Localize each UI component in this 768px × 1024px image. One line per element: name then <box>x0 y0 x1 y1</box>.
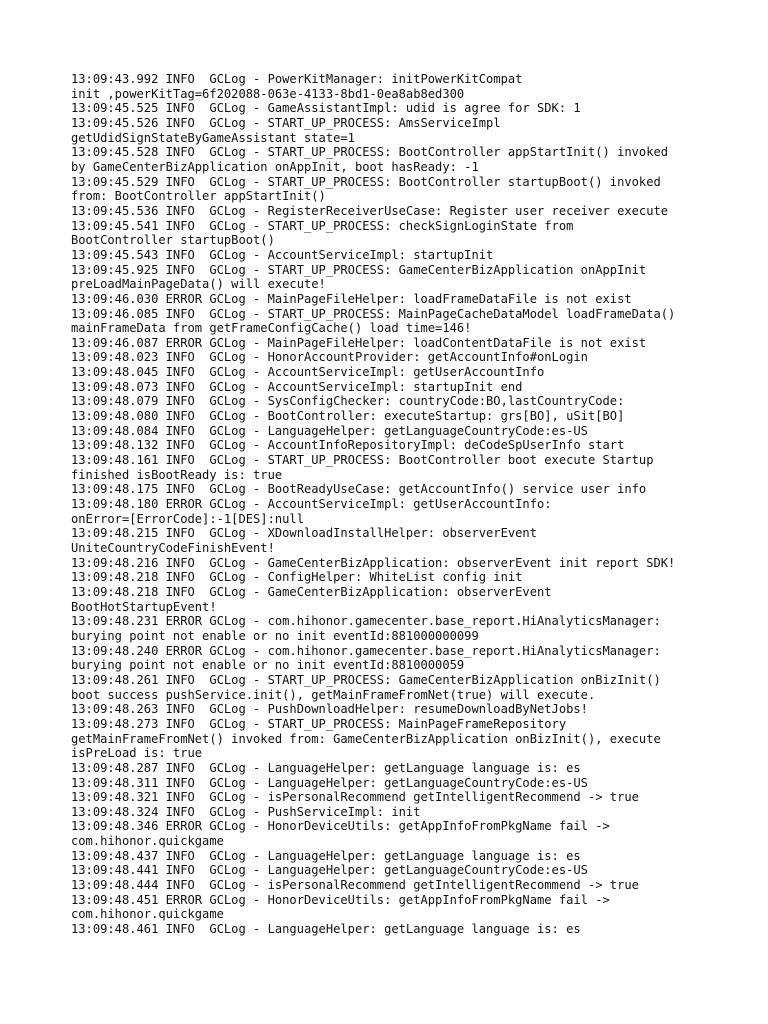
log-line: 13:09:48.346 ERROR GCLog - HonorDeviceUtils: getAppInfoFromPkgName fail -> <box>71 819 610 834</box>
log-line: 13:09:48.161 INFO GCLog - START_UP_PROCESS: BootController boot execute Startup <box>71 453 654 468</box>
log-line: getUdidSignStateByGameAssistant state=1 <box>71 130 355 145</box>
log-line: 13:09:48.218 INFO GCLog - GameCenterBizApplication: observerEvent <box>71 584 552 599</box>
log-line: 13:09:48.023 INFO GCLog - HonorAccountProvider: getAccountInfo#onLogin <box>71 350 588 365</box>
log-line: getMainFrameFromNet() invoked from: GameCenterBizApplication onBizInit(), execute <box>71 731 661 746</box>
log-line: from: BootController appStartInit() <box>71 189 326 204</box>
log-line: 13:09:48.273 INFO GCLog - START_UP_PROCESS: MainPageFrameRepository <box>71 716 567 731</box>
log-text-block <box>71 72 711 937</box>
log-line: finished isBootReady is: true <box>71 467 283 482</box>
log-line: 13:09:48.175 INFO GCLog - BootReadyUseCase: getAccountInfo() service user info <box>71 482 647 497</box>
log-line: 13:09:48.073 INFO GCLog - AccountServiceImpl: startupInit end <box>71 379 523 394</box>
log-line: BootController startupBoot() <box>71 233 275 248</box>
log-line: 13:09:48.441 INFO GCLog - LanguageHelper: getLanguageCountryCode:es-US <box>71 863 588 878</box>
log-line: by GameCenterBizApplication onAppInit, boot hasReady: -1 <box>71 159 479 174</box>
log-line: 13:09:48.437 INFO GCLog - LanguageHelper: getLanguage language is: es <box>71 848 581 863</box>
log-line: 13:09:48.084 INFO GCLog - LanguageHelper: getLanguageCountryCode:es-US <box>71 423 588 438</box>
log-line: com.hihonor.quickgame <box>71 907 224 922</box>
log-line: 13:09:48.218 INFO GCLog - ConfigHelper: WhiteList config init <box>71 570 523 585</box>
log-line: 13:09:48.079 INFO GCLog - SysConfigChecker: countryCode:BO,lastCountryCode: <box>71 394 625 409</box>
log-line: 13:09:48.231 ERROR GCLog - com.hihonor.gamecenter.base_report.HiAnalyticsManager: <box>71 614 661 629</box>
log-line: 13:09:48.215 INFO GCLog - XDownloadInstallHelper: observerEvent <box>71 526 537 541</box>
log-line: 13:09:45.536 INFO GCLog - RegisterReceiverUseCase: Register user receiver execute <box>71 203 669 218</box>
log-line: 13:09:46.085 INFO GCLog - START_UP_PROCESS: MainPageCacheDataModel loadFrameData() <box>71 306 676 321</box>
log-line: 13:09:45.526 INFO GCLog - START_UP_PROCESS: AmsServiceImpl <box>71 115 501 130</box>
log-line: 13:09:45.525 INFO GCLog - GameAssistantImpl: udid is agree for SDK: 1 <box>71 101 581 116</box>
log-line: 13:09:43.992 INFO GCLog - PowerKitManager: initPowerKitCompat <box>71 72 523 86</box>
log-line: 13:09:48.321 INFO GCLog - isPersonalRecommend getIntelligentRecommend -> true <box>71 790 639 805</box>
log-line: 13:09:48.451 ERROR GCLog - HonorDeviceUtils: getAppInfoFromPkgName fail -> <box>71 892 610 907</box>
log-line: 13:09:48.461 INFO GCLog - LanguageHelper: getLanguage language is: es <box>71 922 581 937</box>
log-line: 13:09:48.444 INFO GCLog - isPersonalRecommend getIntelligentRecommend -> true <box>71 878 639 893</box>
log-line: UniteCountryCodeFinishEvent! <box>71 541 275 555</box>
log-line: 13:09:45.543 INFO GCLog - AccountServiceImpl: startupInit <box>71 247 494 262</box>
log-line: 13:09:48.261 INFO GCLog - START_UP_PROCESS: GameCenterBizApplication onBizInit() <box>71 672 661 687</box>
log-line: 13:09:46.030 ERROR GCLog - MainPageFileHelper: loadFrameDataFile is not exist <box>71 291 632 306</box>
log-line: 13:09:48.311 INFO GCLog - LanguageHelper: getLanguageCountryCode:es-US <box>71 775 588 790</box>
log-line: isPreLoad is: true <box>71 746 203 761</box>
log-line: 13:09:45.529 INFO GCLog - START_UP_PROCESS: BootController startupBoot() invoked <box>71 174 661 189</box>
log-line: burying point not enable or no init eventId:881000000099 <box>71 628 479 643</box>
log-line: mainFrameData from getFrameConfigCache() load time=146! <box>71 321 472 336</box>
log-line: 13:09:48.240 ERROR GCLog - com.hihonor.gamecenter.base_report.HiAnalyticsManager: <box>71 643 661 658</box>
log-line: BootHotStartupEvent! <box>71 599 217 614</box>
log-line: 13:09:48.132 INFO GCLog - AccountInfoRepositoryImpl: deCodeSpUserInfo start <box>71 438 625 453</box>
log-line: 13:09:48.080 INFO GCLog - BootController: executeStartup: grs[BO], uSit[BO] <box>71 409 625 424</box>
log-line: burying point not enable or no init eventId:8810000059 <box>71 658 465 673</box>
log-line: 13:09:48.324 INFO GCLog - PushServiceImpl: init <box>71 804 421 819</box>
log-line: 13:09:45.528 INFO GCLog - START_UP_PROCESS: BootController appStartInit() invoked <box>71 145 669 160</box>
log-line: init ,powerKitTag=6f202088-063e-4133-8bd1-0ea8ab8ed300 <box>71 86 465 101</box>
log-line: com.hihonor.quickgame <box>71 834 224 849</box>
log-line: 13:09:45.925 INFO GCLog - START_UP_PROCESS: GameCenterBizApplication onAppInit <box>71 262 647 277</box>
log-line: preLoadMainPageData() will execute! <box>71 277 326 292</box>
log-line: 13:09:48.263 INFO GCLog - PushDownloadHelper: resumeDownloadByNetJobs! <box>71 702 588 717</box>
log-line: 13:09:48.180 ERROR GCLog - AccountServiceImpl: getUserAccountInfo: <box>71 497 552 512</box>
log-line: 13:09:48.287 INFO GCLog - LanguageHelper: getLanguage language is: es <box>71 760 581 775</box>
log-line: 13:09:46.087 ERROR GCLog - MainPageFileHelper: loadContentDataFile is not exist <box>71 335 647 350</box>
log-line: onError=[ErrorCode]:-1[DES]:null <box>71 511 304 526</box>
log-line: 13:09:45.541 INFO GCLog - START_UP_PROCESS: checkSignLoginState from <box>71 218 574 233</box>
log-line: 13:09:48.045 INFO GCLog - AccountServiceImpl: getUserAccountInfo <box>71 365 545 380</box>
log-line: 13:09:48.216 INFO GCLog - GameCenterBizApplication: observerEvent init report SDK! <box>71 555 676 570</box>
log-line: boot success pushService.init(), getMainFrameFromNet(true) will execute. <box>71 687 596 702</box>
